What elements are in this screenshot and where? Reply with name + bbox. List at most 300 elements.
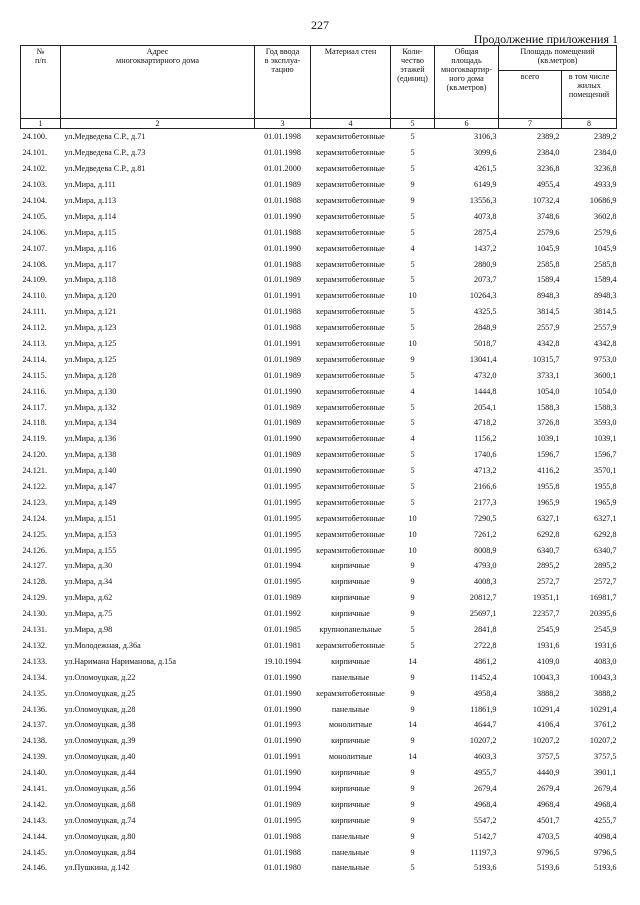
table-row [21, 622, 617, 638]
row-number: 24.114. [22, 354, 47, 364]
table-row [21, 272, 617, 288]
row-address: ул.Мира, д.117 [64, 259, 117, 269]
row-address: ул.Оломоуцкая, д.80 [64, 831, 136, 841]
row-wall-material: крупнопанельные [319, 625, 382, 635]
row-area-all: 4109,0 [536, 656, 560, 666]
row-number: 24.112. [22, 323, 47, 333]
row-area-residential: 1039,1 [594, 434, 617, 444]
row-total-area: 4644,7 [473, 720, 497, 730]
row-total-area: 3099,6 [473, 148, 497, 158]
row-total-area: 1444,8 [473, 386, 497, 396]
row-number: 24.107. [22, 243, 48, 253]
header-material: Материал стен [311, 46, 391, 119]
row-floors: 14 [408, 720, 417, 730]
header-area-all: всего [499, 71, 562, 119]
row-floors: 10 [408, 545, 417, 555]
row-year: 01.01.1995 [264, 815, 301, 825]
row-number: 24.115. [22, 370, 47, 380]
row-number: 24.101. [22, 148, 48, 158]
row-address: ул.Мира, д.151 [64, 513, 117, 523]
row-total-area: 6149,9 [473, 180, 497, 190]
row-area-residential: 3761,2 [594, 720, 617, 730]
row-total-area: 2880,9 [473, 259, 497, 269]
row-year: 01.01.1980 [264, 863, 301, 873]
row-area-residential: 1045,9 [594, 243, 617, 253]
row-total-area: 10207,2 [469, 736, 497, 746]
row-area-residential: 4933,9 [594, 180, 617, 190]
row-number: 24.131. [22, 625, 48, 635]
row-address: ул.Мира, д.125 [64, 354, 117, 364]
row-area-all: 4703,5 [536, 831, 560, 841]
row-area-all: 3726,8 [536, 418, 560, 428]
row-wall-material: монолитные [328, 752, 373, 762]
table-row [21, 367, 617, 383]
table-row [21, 431, 617, 447]
table-row [21, 399, 617, 415]
row-number: 24.127. [22, 561, 48, 571]
row-wall-material: керамзитобетонные [316, 243, 385, 253]
row-year: 01.01.1994 [264, 783, 301, 793]
housing-register-table [20, 45, 617, 876]
row-wall-material: керамзитобетонные [316, 339, 385, 349]
header-floors: Коли- чество этажей (единиц) [391, 46, 435, 119]
table-row [21, 177, 617, 193]
table-row [21, 526, 617, 542]
row-number: 24.133. [22, 656, 48, 666]
row-area-all: 10043,3 [532, 672, 560, 682]
row-total-area: 1156,2 [474, 434, 497, 444]
row-floors: 9 [410, 561, 415, 571]
row-address: ул.Оломоуцкая, д.84 [64, 847, 136, 857]
row-wall-material: керамзитобетонные [316, 291, 385, 301]
row-address: ул.Мира, д.98 [64, 625, 113, 635]
row-number: 24.116. [22, 386, 47, 396]
row-area-residential: 2389,2 [594, 132, 617, 142]
row-total-area: 4713,2 [473, 466, 497, 476]
row-year: 01.01.1988 [264, 847, 301, 857]
row-floors: 9 [410, 768, 415, 778]
row-total-area: 2848,9 [473, 323, 497, 333]
row-wall-material: керамзитобетонные [316, 196, 385, 205]
row-address: ул.Оломоуцкая, д.68 [64, 799, 136, 809]
row-number: 24.128. [22, 577, 48, 587]
row-number: 24.103. [22, 180, 48, 190]
row-address: ул.Оломоуцкая, д.38 [64, 720, 136, 730]
row-wall-material: керамзитобетонные [316, 386, 385, 396]
table-row [21, 653, 617, 669]
table-row [21, 590, 617, 606]
row-year: 01.01.1989 [264, 275, 301, 285]
row-year: 01.01.1990 [264, 688, 301, 698]
table-row [21, 701, 617, 717]
row-total-area: 4861,2 [473, 656, 497, 666]
row-wall-material: керамзитобетонные [316, 180, 385, 190]
row-address: ул.Оломоуцкая, д.40 [64, 752, 136, 762]
row-number: 24.120. [22, 450, 48, 460]
row-floors: 5 [410, 863, 415, 873]
table-row [21, 447, 617, 463]
row-area-residential: 5193,6 [594, 863, 617, 873]
row-address: ул.Мира, д.128 [64, 370, 117, 380]
row-floors: 5 [410, 497, 415, 507]
row-address: ул.Оломоуцкая, д.25 [64, 688, 136, 698]
row-wall-material: керамзитобетонные [316, 402, 385, 412]
row-area-residential: 2579,6 [594, 227, 617, 237]
row-area-residential: 3236,8 [594, 164, 617, 174]
row-number: 24.106. [22, 227, 48, 237]
row-address: ул.Мира, д.123 [64, 323, 117, 333]
row-area-residential: 2545,9 [594, 625, 617, 635]
row-year: 01.01.1988 [264, 259, 301, 269]
row-area-all: 10291,4 [532, 704, 560, 714]
row-total-area: 4008,3 [473, 577, 497, 587]
row-area-all: 9796,5 [536, 847, 560, 857]
table-row [21, 844, 617, 860]
header-address: Адрес многоквартирного дома [61, 46, 255, 119]
row-address: ул.Мира, д.30 [64, 561, 113, 571]
row-wall-material: кирпичные [331, 561, 370, 571]
row-number: 24.111. [22, 307, 47, 317]
row-number: 24.100. [22, 132, 48, 142]
row-area-all: 4955,4 [536, 180, 560, 190]
table-row [21, 542, 617, 558]
row-floors: 5 [410, 259, 415, 269]
column-number: 5 [391, 119, 435, 129]
row-area-residential: 2585,8 [594, 259, 617, 269]
row-number: 24.109. [22, 275, 48, 285]
row-area-all: 6340,7 [536, 545, 560, 555]
table-row [21, 145, 617, 161]
table-row [21, 240, 617, 256]
row-wall-material: кирпичные [331, 656, 370, 666]
row-area-all: 2384,0 [536, 148, 560, 158]
row-number: 24.139. [22, 752, 48, 762]
row-area-all: 4342,8 [536, 339, 560, 349]
row-floors: 9 [410, 354, 415, 364]
row-number: 24.123. [22, 497, 48, 507]
table-row [21, 494, 617, 510]
row-area-residential: 4255,7 [594, 815, 617, 825]
row-floors: 9 [410, 672, 415, 682]
row-year: 01.01.1989 [264, 418, 301, 428]
row-total-area: 2841,8 [473, 625, 497, 635]
row-area-all: 1931,6 [536, 640, 560, 650]
row-area-residential: 4083,0 [594, 656, 617, 666]
row-area-all: 6292,8 [536, 529, 560, 539]
row-number: 24.134. [22, 672, 48, 682]
row-area-residential: 3901,1 [594, 768, 617, 778]
row-area-all: 10207,2 [532, 736, 560, 746]
row-year: 01.01.1990 [264, 768, 301, 778]
row-area-residential: 3570,1 [594, 466, 617, 476]
row-total-area: 4073,8 [473, 211, 497, 221]
row-area-residential: 10207,2 [589, 736, 617, 746]
row-address: ул.Медведева С.Р., д.73 [64, 148, 146, 158]
row-floors: 9 [410, 609, 415, 619]
row-year: 01.01.1995 [264, 482, 301, 492]
row-year: 01.01.1989 [264, 799, 301, 809]
row-wall-material: керамзитобетонные [316, 259, 385, 269]
row-wall-material: керамзитобетонные [316, 466, 385, 476]
row-area-all: 10315,7 [532, 354, 560, 364]
row-wall-material: керамзитобетонные [316, 513, 385, 523]
header-num: № п/п [21, 46, 61, 119]
row-floors: 14 [408, 752, 417, 762]
row-floors: 10 [408, 291, 417, 301]
row-total-area: 3106,3 [473, 132, 497, 142]
row-total-area: 1740,6 [473, 450, 497, 460]
row-floors: 5 [410, 148, 415, 158]
row-total-area: 5547,2 [473, 815, 497, 825]
row-area-residential: 2679,4 [594, 783, 617, 793]
row-year: 01.01.1995 [264, 529, 301, 539]
row-floors: 4 [410, 434, 415, 444]
row-wall-material: кирпичные [331, 768, 370, 778]
row-area-all: 4968,4 [536, 799, 560, 809]
row-total-area: 10264,3 [469, 291, 497, 301]
row-number: 24.130. [22, 609, 48, 619]
row-area-all: 3748,6 [536, 211, 560, 221]
row-year: 01.01.1988 [264, 307, 301, 317]
table-row [21, 351, 617, 367]
row-area-all: 1589,4 [536, 275, 560, 285]
row-area-all: 1955,8 [536, 482, 560, 492]
row-area-residential: 1955,8 [594, 482, 617, 492]
row-floors: 10 [408, 513, 417, 523]
column-number: 3 [255, 119, 311, 129]
row-year: 01.01.1990 [264, 434, 301, 444]
table-row [21, 288, 617, 304]
row-area-residential: 6340,7 [594, 545, 617, 555]
row-address: ул.Мира, д.140 [64, 466, 117, 476]
row-year: 01.01.1988 [264, 227, 301, 237]
table-row [21, 717, 617, 733]
row-wall-material: керамзитобетонные [316, 323, 385, 333]
row-number: 24.104. [22, 196, 48, 205]
row-area-residential: 1965,9 [594, 497, 617, 507]
table-row [21, 224, 617, 240]
row-wall-material: кирпичные [331, 593, 370, 603]
row-total-area: 5018,7 [473, 339, 497, 349]
row-number: 24.118. [22, 418, 47, 428]
row-area-all: 1054,0 [536, 386, 560, 396]
row-area-all: 22357,7 [532, 609, 560, 619]
row-year: 01.01.1990 [264, 386, 301, 396]
row-floors: 5 [410, 227, 415, 237]
row-year: 01.01.1991 [264, 291, 301, 301]
row-wall-material: кирпичные [331, 783, 370, 793]
row-year: 01.01.1989 [264, 354, 301, 364]
table-row [21, 860, 617, 876]
table-row [21, 638, 617, 654]
table-row [21, 733, 617, 749]
row-wall-material: керамзитобетонные [316, 132, 385, 142]
row-wall-material: керамзитобетонные [316, 164, 385, 174]
row-area-residential: 1054,0 [594, 386, 617, 396]
row-number: 24.119. [22, 434, 47, 444]
row-area-residential: 6292,8 [594, 529, 617, 539]
row-year: 01.01.1981 [264, 640, 301, 650]
row-total-area: 2166,6 [473, 482, 497, 492]
row-area-residential: 2572,7 [594, 577, 617, 587]
row-number: 24.110. [22, 291, 47, 301]
row-total-area: 8008,9 [473, 545, 497, 555]
row-area-residential: 4098,4 [594, 831, 617, 841]
row-area-all: 1596,7 [536, 450, 560, 460]
row-floors: 4 [410, 386, 415, 396]
row-area-all: 1588,3 [536, 402, 560, 412]
table-row [21, 812, 617, 828]
row-year: 01.01.1990 [264, 466, 301, 476]
row-total-area: 2177,3 [473, 497, 497, 507]
row-area-residential: 3600,1 [594, 370, 617, 380]
column-number-row [21, 119, 617, 129]
row-address: ул.Наримана Нариманова, д.15а [64, 656, 176, 666]
row-area-all: 4440,9 [536, 768, 560, 778]
row-area-all: 2389,2 [536, 132, 560, 142]
row-total-area: 2722,8 [473, 640, 497, 650]
row-wall-material: керамзитобетонные [316, 450, 385, 460]
row-floors: 14 [408, 656, 417, 666]
row-total-area: 11452,4 [470, 672, 497, 682]
header-year: Год ввода в эксплуа- тацию [255, 46, 311, 119]
row-year: 01.01.1992 [264, 609, 301, 619]
row-floors: 9 [410, 815, 415, 825]
row-address: ул.Мира, д.132 [64, 402, 117, 412]
row-area-all: 4116,2 [537, 466, 560, 476]
column-number: 8 [562, 119, 617, 129]
row-year: 01.01.1989 [264, 450, 301, 460]
row-area-residential: 6327,1 [594, 513, 617, 523]
row-total-area: 4793,0 [473, 561, 497, 571]
row-total-area: 2875,4 [473, 227, 497, 237]
row-wall-material: кирпичные [331, 577, 370, 587]
row-address: ул.Мира, д.75 [64, 609, 113, 619]
row-number: 24.129. [22, 593, 48, 603]
row-wall-material: керамзитобетонные [316, 211, 385, 221]
column-number: 6 [435, 119, 499, 129]
row-floors: 5 [410, 418, 415, 428]
row-area-residential: 16981,7 [589, 593, 617, 603]
row-year: 01.01.1995 [264, 513, 301, 523]
row-area-all: 4501,7 [536, 815, 560, 825]
row-area-all: 3888,2 [536, 688, 560, 698]
row-address: ул.Мира, д.147 [64, 482, 117, 492]
row-floors: 9 [410, 831, 415, 841]
row-area-all: 1965,9 [536, 497, 560, 507]
row-area-residential: 9753,0 [594, 354, 617, 364]
row-area-all: 3236,8 [536, 164, 560, 174]
row-year: 01.01.1998 [264, 148, 301, 158]
row-area-all: 8948,3 [536, 291, 560, 301]
row-area-all: 10732,4 [532, 196, 560, 205]
row-wall-material: керамзитобетонные [316, 307, 385, 317]
table-row [21, 669, 617, 685]
row-area-residential: 3602,8 [594, 211, 617, 221]
row-wall-material: кирпичные [331, 799, 370, 809]
row-area-residential: 3814,5 [594, 307, 617, 317]
header-row [21, 46, 617, 71]
header-premises-area: Площадь помещений (кв.метров) [499, 46, 617, 71]
row-number: 24.141. [22, 783, 48, 793]
row-number: 24.136. [22, 704, 48, 714]
row-floors: 5 [410, 466, 415, 476]
row-wall-material: керамзитобетонные [316, 370, 385, 380]
row-wall-material: керамзитобетонные [316, 275, 385, 285]
row-number: 24.145. [22, 847, 48, 857]
row-total-area: 13556,3 [469, 196, 497, 205]
row-wall-material: керамзитобетонные [316, 482, 385, 492]
row-address: ул.Пушкина, д.142 [64, 863, 130, 873]
row-area-all: 3814,5 [536, 307, 560, 317]
row-area-all: 1039,1 [536, 434, 560, 444]
row-wall-material: кирпичные [331, 609, 370, 619]
row-area-residential: 3593,0 [594, 418, 617, 428]
table-body [21, 129, 617, 876]
row-floors: 9 [410, 180, 415, 190]
row-number: 24.122. [22, 482, 48, 492]
row-total-area: 7290,5 [473, 513, 497, 523]
header-total-area: Общая площадь многоквартир- ного дома (кв.метров) [435, 46, 499, 119]
row-address: ул.Мира, д.136 [64, 434, 117, 444]
row-area-all: 6327,1 [536, 513, 560, 523]
row-total-area: 4955,7 [473, 768, 497, 778]
row-year: 01.01.1989 [264, 180, 301, 190]
row-year: 01.01.1988 [264, 196, 301, 205]
row-address: ул.Оломоуцкая, д.56 [64, 783, 136, 793]
row-area-residential: 1596,7 [594, 450, 617, 460]
row-wall-material: керамзитобетонные [316, 354, 385, 364]
row-number: 24.140. [22, 768, 48, 778]
row-address: ул.Мира, д.153 [64, 529, 117, 539]
column-number: 2 [61, 119, 255, 129]
row-year: 01.01.1990 [264, 243, 301, 253]
row-address: ул.Мира, д.111 [64, 180, 116, 190]
table-row [21, 765, 617, 781]
row-address: ул.Мира, д.114 [64, 211, 117, 221]
row-area-all: 2557,9 [536, 323, 560, 333]
row-floors: 5 [410, 370, 415, 380]
row-address: ул.Мира, д.116 [64, 243, 117, 253]
row-wall-material: панельные [331, 704, 370, 714]
table-row [21, 606, 617, 622]
row-floors: 5 [410, 402, 415, 412]
row-total-area: 2679,4 [473, 783, 497, 793]
row-total-area: 4718,2 [473, 418, 497, 428]
row-floors: 5 [410, 625, 415, 635]
table-row [21, 574, 617, 590]
row-floors: 5 [410, 164, 415, 174]
table-row [21, 129, 617, 145]
row-total-area: 11861,9 [470, 704, 497, 714]
row-address: ул.Оломоуцкая, д.39 [64, 736, 136, 746]
row-total-area: 4958,4 [473, 688, 497, 698]
row-wall-material: монолитные [328, 720, 373, 730]
row-area-all: 1045,9 [536, 243, 560, 253]
row-number: 24.146. [22, 863, 48, 873]
row-floors: 9 [410, 688, 415, 698]
row-area-all: 2679,4 [536, 783, 560, 793]
row-wall-material: керамзитобетонные [316, 497, 385, 507]
row-area-residential: 10291,4 [589, 704, 617, 714]
table-row [21, 828, 617, 844]
row-address: ул.Мира, д.121 [64, 307, 117, 317]
row-wall-material: керамзитобетонные [316, 640, 385, 650]
row-floors: 5 [410, 211, 415, 221]
row-year: 01.01.1995 [264, 545, 301, 555]
row-wall-material: керамзитобетонные [316, 434, 385, 444]
row-address: ул.Мира, д.134 [64, 418, 117, 428]
